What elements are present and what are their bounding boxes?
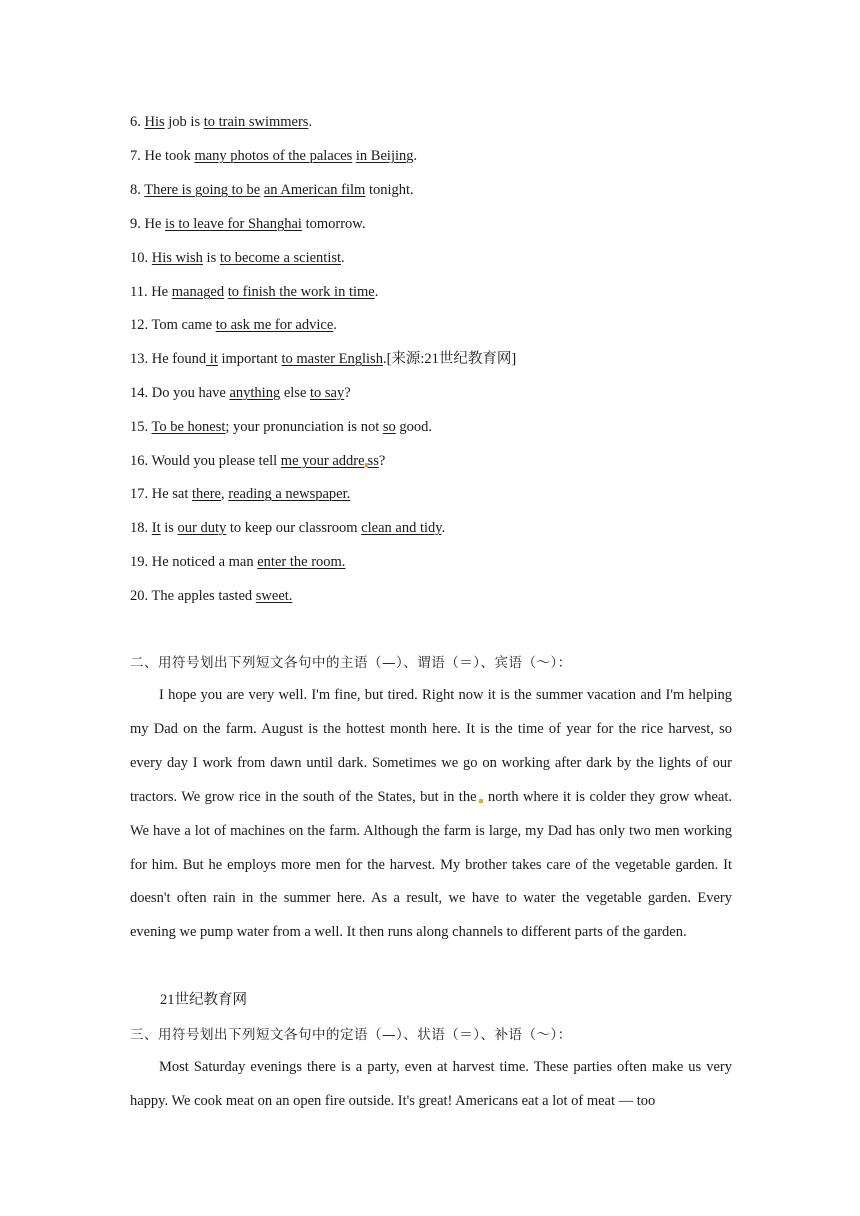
sentence-6: 6. His job is to train swimmers. xyxy=(130,114,313,130)
sentence-19: 19. He noticed a man enter the room. xyxy=(130,554,346,570)
highlight-mark xyxy=(479,799,483,803)
sentence-14: 14. Do you have anything else to say? xyxy=(130,385,351,401)
sentence-10: 10. His wish is to become a scientist. xyxy=(130,250,345,266)
sentence-15: 15. To be honest; your pronunciation is not so good. xyxy=(130,419,433,435)
sentence-7: 7. He took many photos of the palaces in Beijing. xyxy=(130,148,418,164)
section-2-heading: 二、用符号划出下列短文各句中的主语（—）、谓语（＝）、宾语（～）： xyxy=(130,655,572,671)
sentence-18: 18. It is our duty to keep our classroom clean and tidy. xyxy=(130,520,446,536)
sentence-17: 17. He sat there, reading a newspaper. xyxy=(130,486,351,502)
section-3-heading: 三、用符号划出下列短文各句中的定语（—）、状语（＝）、补语（～）： xyxy=(130,1027,572,1043)
sentence-13: 13. He found it important to master English.[来源:21世纪教育网] xyxy=(130,351,517,367)
sentence-20: 20. The apples tasted sweet. xyxy=(130,588,293,604)
section-2-paragraph: I hope you are very well. I'm fine, but tired. Right now it is the summer vacation and I'm helping my Dad on the farm. August is the hottest month here. It is the time of year for the rice harvest, so every day I work from dawn until dark. Sometimes we go on working after dark by the lights of our tractors. We grow rice in the south of the States, but in the north where it is colder they grow wheat. We have a lot of machines on the farm. Although the farm is large, my Dad has only two men working for him. But he employs more men for the harvest. My brother takes care of the vegetable garden. It doesn't often rain in the summer here. As a result, we have to water the vegetable garden. Every evening we pump water from a well. It then runs along channels to different parts of the garden. xyxy=(130,687,732,941)
sentence-11: 11. He managed to finish the work in time. xyxy=(130,284,379,300)
sentence-12: 12. Tom came to ask me for advice. xyxy=(130,317,337,333)
source-note: 21世纪教育网 xyxy=(160,992,247,1008)
sentence-9: 9. He is to leave for Shanghai tomorrow. xyxy=(130,216,366,232)
sentence-8: 8. There is going to be an American film tonight. xyxy=(130,182,414,198)
section-3-paragraph: Most Saturday evenings there is a party, even at harvest time. These parties often make us very happy. We cook meat on an open fire outside. It's great! Americans eat a lot of meat — too xyxy=(130,1059,732,1109)
sentence-16: 16. Would you please tell me your addre ss? xyxy=(130,453,386,469)
